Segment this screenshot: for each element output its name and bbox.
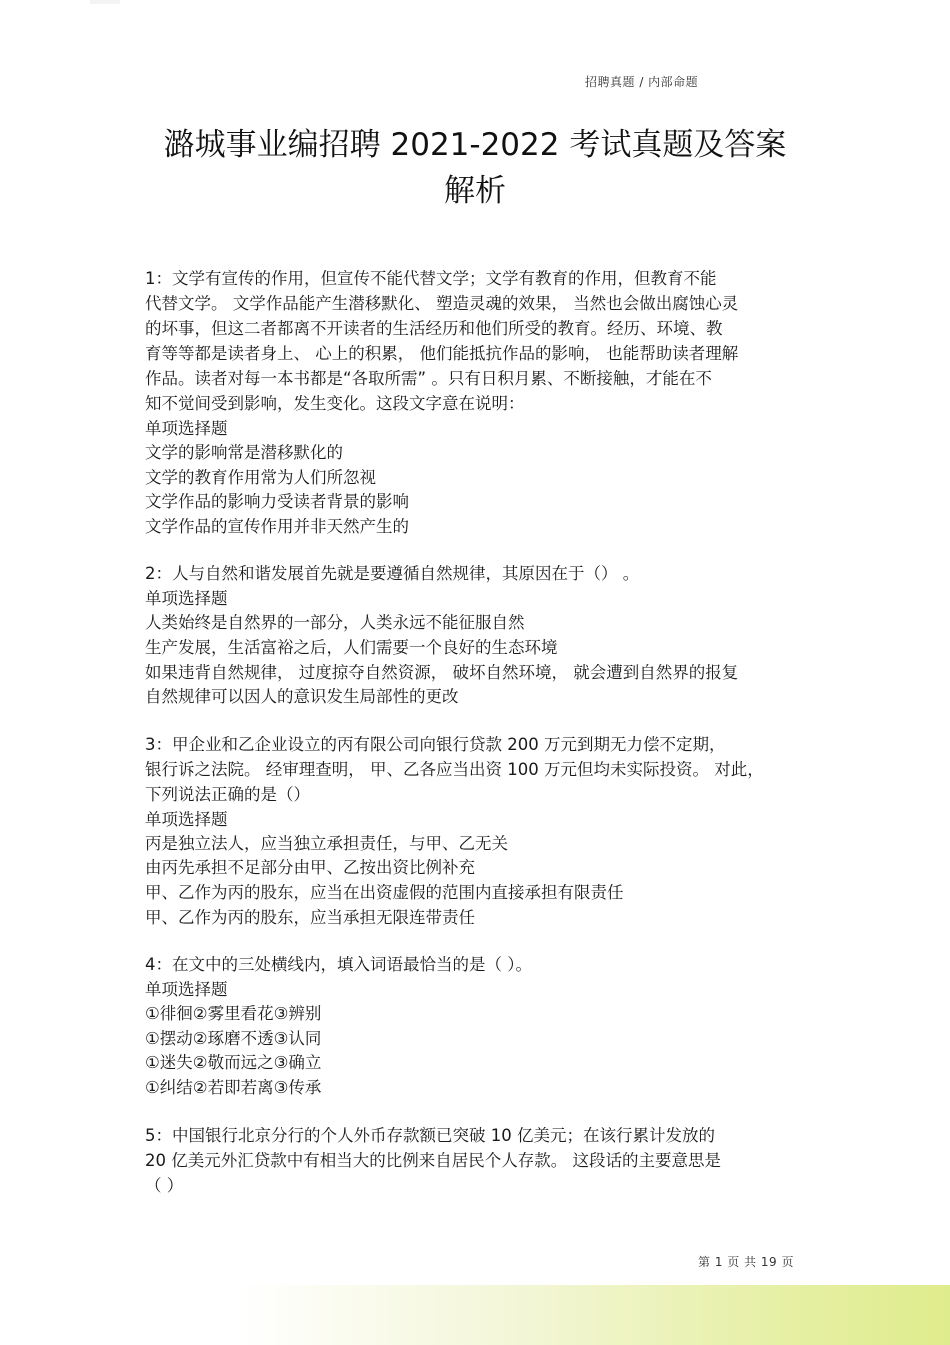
answer-option: 文学的影响常是潜移默化的 xyxy=(145,443,343,462)
scan-mark xyxy=(90,0,120,4)
question-stem-line: 知不觉间受到影响，发生变化。这段文字意在说明： xyxy=(145,394,525,413)
question-stem-line: （ ） xyxy=(145,1175,184,1195)
page-number: 第 1 页 共 19 页 xyxy=(698,1255,794,1269)
answer-option: ①徘徊②雾里看花③辨别 xyxy=(145,1004,322,1024)
decorative-footer-band xyxy=(0,1285,950,1345)
answer-option: 文学作品的影响力受读者背景的影响 xyxy=(145,492,409,512)
answer-option: 自然规律可以因人的意识发生局部性的更改 xyxy=(145,687,459,707)
question-type-label: 单项选择题 xyxy=(145,809,228,829)
answer-option: 如果违背自然规律， 过度掠夺自然资源， 破坏自然环境， 就会遭到自然界的报复 xyxy=(145,662,739,682)
title-line-1: 潞城事业编招聘 2021-2022 考试真题及答案 xyxy=(163,127,787,163)
question-stem-line: 作品。读者对每一本书都是“各取所需” 。只有日积月累、不断接触，才能在不 xyxy=(145,369,712,388)
question-stem-line: 20 亿美元外汇贷款中有相当大的比例来自居民个人存款。 这段话的主要意思是 xyxy=(145,1150,721,1170)
answer-option: 文学作品的宣传作用并非天然产生的 xyxy=(145,516,409,536)
question-stem-line: 3：甲企业和乙企业设立的丙有限公司向银行贷款 200 万元到期无力偿不定期， xyxy=(145,734,726,754)
page-header: 招聘真题 / 内部命题 xyxy=(585,75,699,89)
answer-option: ①摆动②琢磨不透③认同 xyxy=(145,1028,322,1048)
question-3 xyxy=(145,732,810,930)
answer-option: 文学的教育作用常为人们所忽视 xyxy=(145,467,376,487)
question-stem-line: 代替文学。 文学作品能产生潜移默化、 塑造灵魂的效果， 当然也会做出腐蚀心灵 xyxy=(145,294,739,313)
question-type-label: 单项选择题 xyxy=(145,589,228,609)
question-type-label: 单项选择题 xyxy=(145,980,228,1000)
question-1 xyxy=(145,266,810,539)
question-type-label: 单项选择题 xyxy=(145,419,228,438)
question-stem-line: 4：在文中的三处横线内，填入词语最恰当的是（ ）。 xyxy=(145,955,532,975)
question-stem-line: 1：文学有宣传的作用，但宣传不能代替文学；文学有教育的作用，但教育不能 xyxy=(145,269,717,288)
answer-option: 生产发展，生活富裕之后，人们需要一个良好的生态环境 xyxy=(145,637,558,657)
question-stem-line: 5：中国银行北京分行的个人外币存款额已突破 10 亿美元；在该行累计发放的 xyxy=(145,1125,715,1145)
question-list xyxy=(145,266,810,1220)
question-stem-line: 下列说法正确的是（） xyxy=(145,784,310,804)
question-stem-line: 2：人与自然和谐发展首先就是要遵循自然规律，其原因在于（） 。 xyxy=(145,564,640,584)
title-line-2: 解析 xyxy=(444,173,506,209)
question-4 xyxy=(145,952,810,1100)
document-title xyxy=(120,122,830,214)
answer-option: ①迷失②敬而远之③确立 xyxy=(145,1053,322,1073)
answer-option: 人类始终是自然界的一部分，人类永远不能征服自然 xyxy=(145,613,525,633)
question-5 xyxy=(145,1123,810,1198)
question-2 xyxy=(145,561,810,709)
question-stem-line: 的坏事，但这二者都离不开读者的生活经历和他们所受的教育。经历、环境、教 xyxy=(145,319,723,338)
answer-option: 由丙先承担不足部分由甲、乙按出资比例补充 xyxy=(145,858,475,878)
answer-option: 甲、乙作为丙的股东，应当在出资虚假的范围内直接承担有限责任 xyxy=(145,882,624,902)
answer-option: 甲、乙作为丙的股东，应当承担无限连带责任 xyxy=(145,907,475,927)
question-stem-line: 银行诉之法院。 经审理查明， 甲、乙各应当出资 100 万元但均未实际投资。 对此， xyxy=(145,759,764,779)
answer-option: ①纠结②若即若离③传承 xyxy=(145,1077,322,1097)
question-stem-line: 育等等都是读者身上、 心上的积累， 他们能抵抗作品的影响， 也能帮助读者理解 xyxy=(145,344,739,363)
answer-option: 丙是独立法人，应当独立承担责任，与甲、乙无关 xyxy=(145,833,508,853)
